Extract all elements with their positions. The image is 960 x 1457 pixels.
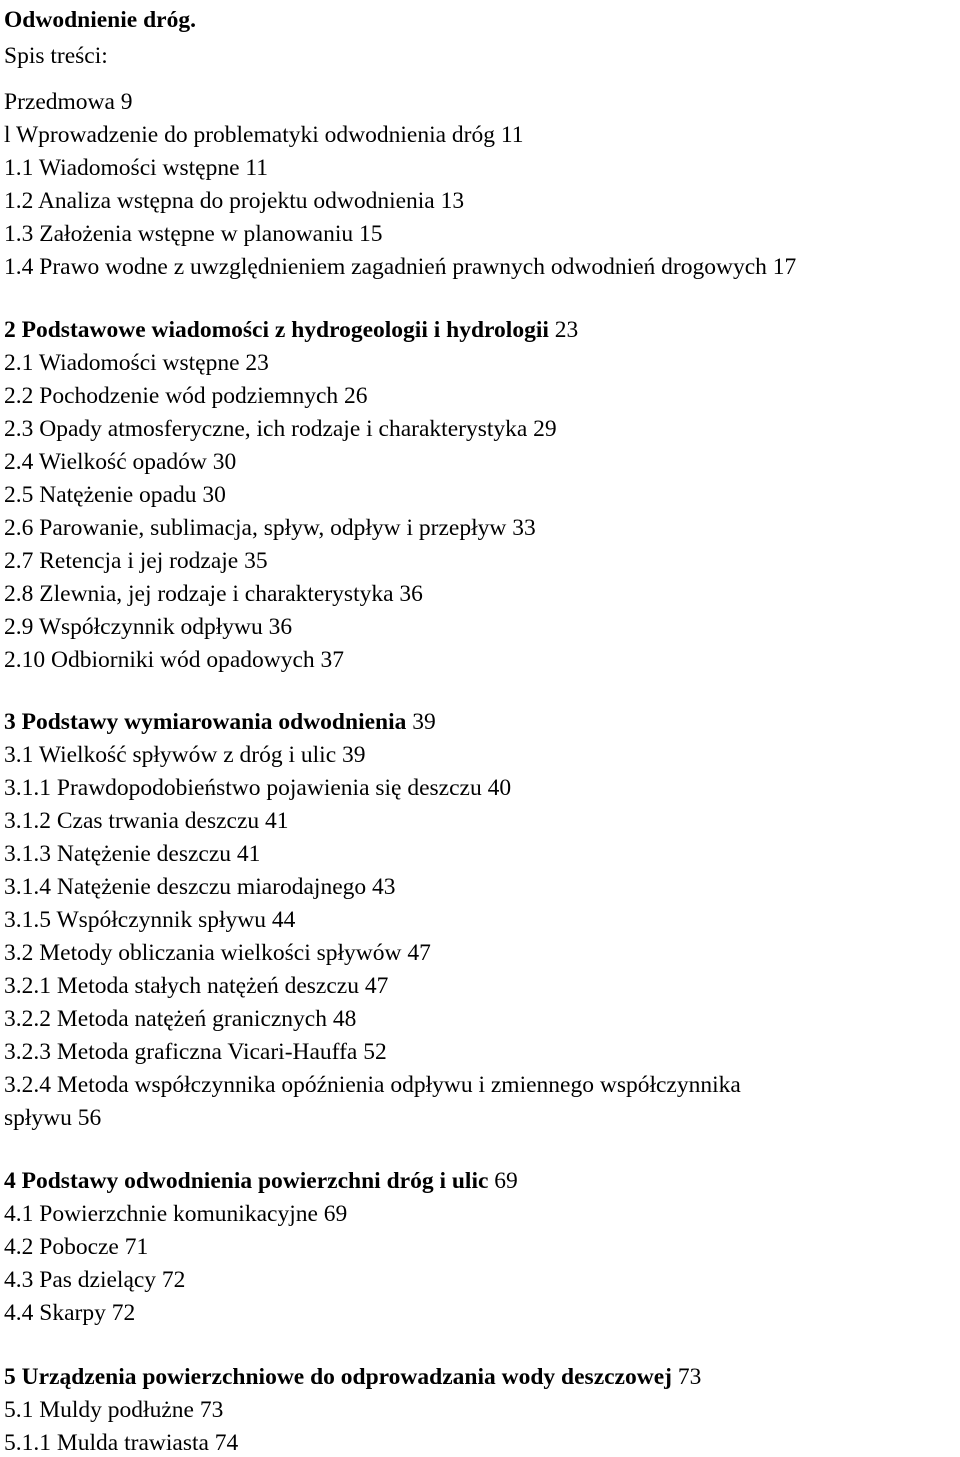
toc-entry: 3.1.2 Czas trwania deszczu 41 xyxy=(4,808,289,834)
toc-entry: 2.4 Wielkość opadów 30 xyxy=(4,449,237,475)
page-number: 73 xyxy=(671,1364,702,1390)
toc-entry: 1.4 Prawo wodne z uwzględnieniem zagadnień prawnych odwodnień drogowych 17 xyxy=(4,254,797,280)
toc-entry: 1.1 Wiadomości wstępne 11 xyxy=(4,155,269,181)
toc-entry: l Wprowadzenie do problematyki odwodnienia dróg 11 xyxy=(4,122,524,148)
document-title: Odwodnienie dróg. xyxy=(4,7,196,33)
toc-heading: Spis treści: xyxy=(4,43,108,69)
toc-entry: 5.1 Muldy podłużne 73 xyxy=(4,1397,224,1423)
chapter-title: 3 Podstawy wymiarowania odwodnienia xyxy=(4,709,407,735)
toc-entry: 3.1 Wielkość spływów z dróg i ulic 39 xyxy=(4,742,366,768)
toc-chapter xyxy=(4,708,436,736)
chapter-title: 5 Urządzenia powierzchniowe do odprowadzania wody deszczowej xyxy=(4,1364,672,1390)
toc-entry: 5.1.1 Mulda trawiasta 74 xyxy=(4,1430,239,1456)
chapter-title: 2 Podstawowe wiadomości z hydrogeologii i hydrologii xyxy=(4,317,549,343)
toc-entry: 3.2.3 Metoda graficzna Vicari-Hauffa 52 xyxy=(4,1039,387,1065)
toc-entry: 3.1.4 Natężenie deszczu miarodajnego 43 xyxy=(4,874,396,900)
toc-chapter xyxy=(4,1363,701,1391)
chapter-title: 4 Podstawy odwodnienia powierzchni dróg i ulic xyxy=(4,1168,489,1194)
toc-entry: 2.10 Odbiorniki wód opadowych 37 xyxy=(4,647,345,673)
toc-entry: 1.2 Analiza wstępna do projektu odwodnienia 13 xyxy=(4,188,465,214)
toc-entry: 3.2.1 Metoda stałych natężeń deszczu 47 xyxy=(4,973,389,999)
toc-entry: 2.1 Wiadomości wstępne 23 xyxy=(4,350,269,376)
toc-chapter xyxy=(4,1167,518,1195)
toc-entry: 3.2.4 Metoda współczynnika opóźnienia odpływu i zmiennego współczynnika xyxy=(4,1072,741,1098)
toc-entry: 2.2 Pochodzenie wód podziemnych 26 xyxy=(4,383,368,409)
toc-entry: 2.3 Opady atmosferyczne, ich rodzaje i charakterystyka 29 xyxy=(4,416,557,442)
toc-entry: 4.2 Pobocze 71 xyxy=(4,1234,149,1260)
page-number: 23 xyxy=(548,317,579,343)
toc-entry: 3.1.3 Natężenie deszczu 41 xyxy=(4,841,261,867)
toc-entry: 2.8 Zlewnia, jej rodzaje i charakterystyka 36 xyxy=(4,581,423,607)
toc-entry: 3.1.1 Prawdopodobieństwo pojawienia się deszczu 40 xyxy=(4,775,512,801)
toc-entry: 4.1 Powierzchnie komunikacyjne 69 xyxy=(4,1201,348,1227)
toc-entry: 4.4 Skarpy 72 xyxy=(4,1300,136,1326)
toc-entry: 3.2.2 Metoda natężeń granicznych 48 xyxy=(4,1006,357,1032)
toc-chapter xyxy=(4,316,578,344)
toc-entry: 2.7 Retencja i jej rodzaje 35 xyxy=(4,548,268,574)
page-number: 69 xyxy=(488,1168,518,1194)
toc-entry: 3.2 Metody obliczania wielkości spływów 47 xyxy=(4,940,431,966)
toc-entry: 3.1.5 Współczynnik spływu 44 xyxy=(4,907,296,933)
page-number: 39 xyxy=(406,709,436,735)
toc-entry: 2.6 Parowanie, sublimacja, spływ, odpływ i przepływ 33 xyxy=(4,515,536,541)
toc-entry: 2.5 Natężenie opadu 30 xyxy=(4,482,226,508)
toc-entry: 2.9 Współczynnik odpływu 36 xyxy=(4,614,293,640)
toc-entry: Przedmowa 9 xyxy=(4,89,133,115)
toc-entry: 4.3 Pas dzielący 72 xyxy=(4,1267,186,1293)
toc-entry: spływu 56 xyxy=(4,1105,102,1131)
toc-entry: 1.3 Założenia wstępne w planowaniu 15 xyxy=(4,221,383,247)
